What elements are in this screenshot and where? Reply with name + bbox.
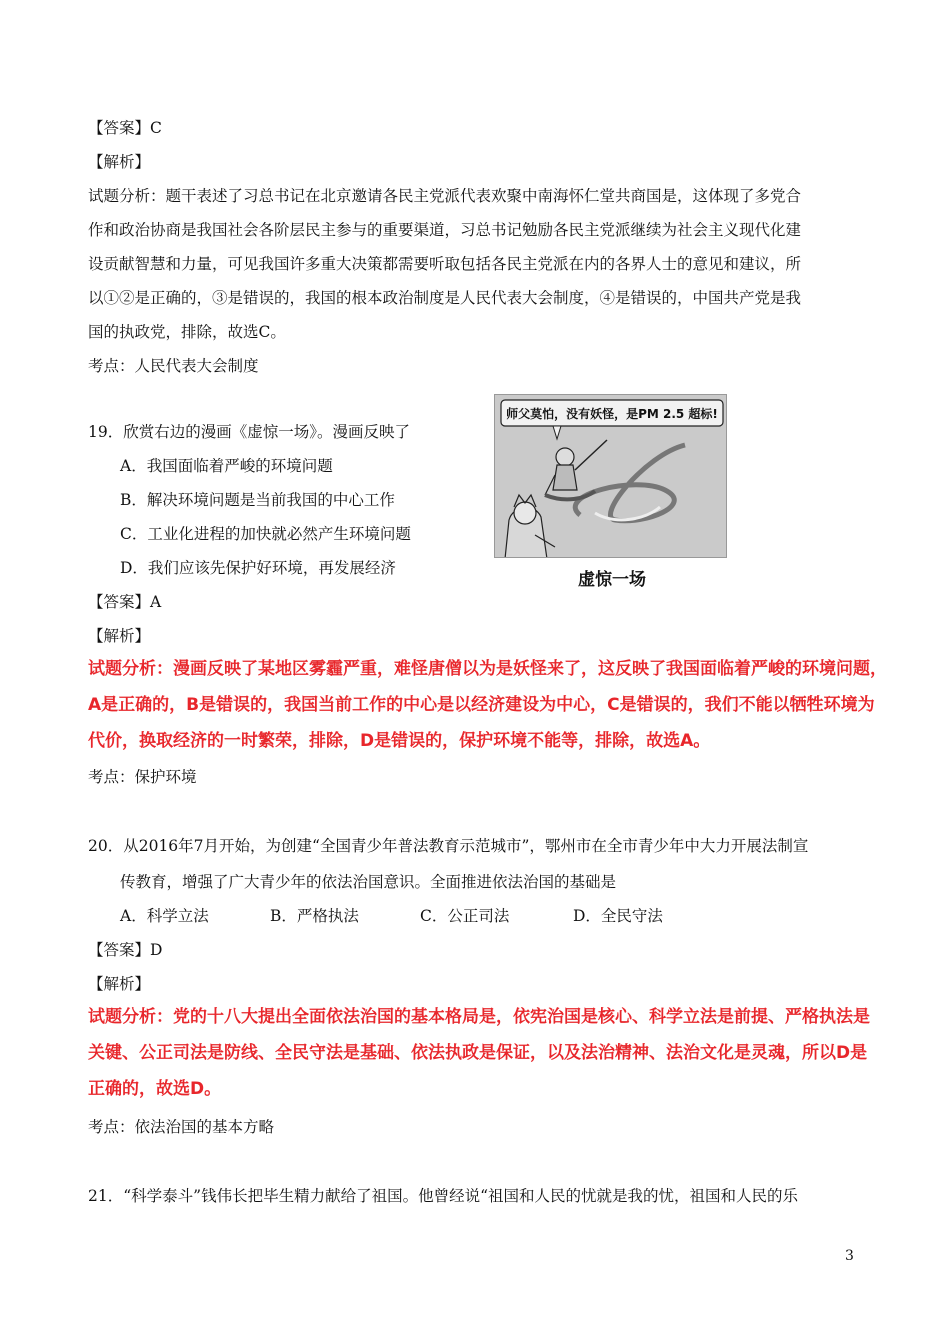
q20-analysis-line: 试题分析：党的十八大提出全面依法治国的基本格局是，依宪治国是核心、科学立法是前提、严格执法是 [88, 1007, 870, 1027]
q21-stem: 21．“科学泰斗”钱伟长把毕生精力献给了祖国。他曾经说“祖国和人民的忧就是我的忧，祖国和人民的乐 [88, 1187, 798, 1205]
q18-analysis-line: 作和政治协商是我国社会各阶层民主参与的重要渠道，习总书记勉励各民主党派继续为社会主义现代化建 [88, 221, 802, 239]
q18-analysis-line: 设贡献智慧和力量，可见我国许多重大决策都需要听取包括各民主党派在内的各界人士的意见和建议，所 [88, 255, 802, 273]
q20-stem-line: 20．从2016年7月开始，为创建“全国青少年普法教育示范城市”，鄂州市在全市青少年中大力开展法制宣 [88, 837, 809, 855]
page-number: 3 [845, 1248, 854, 1264]
q20-option-c: C．公正司法 [420, 907, 510, 925]
q19-answer: 【答案】A [88, 593, 162, 611]
q19-analysis-line: 代价，换取经济的一时繁荣，排除，D是错误的，保护环境不能等，排除，故选A。 [88, 731, 711, 751]
q19-analysis-line: A是正确的，B是错误的，我国当前工作的中心是以经济建设为中心，C是错误的，我们不能以牺牲环境为 [88, 695, 875, 715]
q19-stem: 19．欣赏右边的漫画《虚惊一场》。漫画反映了 [88, 423, 410, 441]
q18-answer: 【答案】C [88, 119, 162, 137]
q18-analysis-line: 以①②是正确的，③是错误的，我国的根本政治制度是人民代表大会制度，④是错误的，中国共产党是我 [88, 289, 802, 307]
q19-kaodian: 考点：保护环境 [88, 768, 197, 786]
q20-stem-line: 传教育，增强了广大青少年的依法治国意识。全面推进依法治国的基础是 [120, 873, 617, 891]
q18-analysis-label: 【解析】 [88, 153, 151, 171]
q20-analysis-line: 正确的，故选D。 [88, 1079, 222, 1099]
comic-caption: 虚惊一场 [578, 570, 646, 590]
q18-kaodian: 考点：人民代表大会制度 [88, 357, 259, 375]
comic-image [494, 394, 727, 558]
q20-analysis-label: 【解析】 [88, 975, 151, 993]
comic-bubble-text: 师父莫怕，没有妖怪，是PM 2.5 超标! [506, 407, 718, 421]
q20-option-b: B．严格执法 [270, 907, 359, 925]
q18-analysis-line: 试题分析：题干表述了习总书记在北京邀请各民主党派代表欢聚中南海怀仁堂共商国是，这体现了多党合 [88, 187, 802, 205]
q19-analysis-line: 试题分析：漫画反映了某地区雾霾严重，难怪唐僧以为是妖怪来了，这反映了我国面临着严峻的环境问题， [88, 659, 887, 679]
q19-option-d: D．我们应该先保护好环境，再发展经济 [120, 559, 396, 577]
q19-option-a: A．我国面临着严峻的环境问题 [120, 457, 333, 475]
q20-option-d: D．全民守法 [573, 907, 663, 925]
q19-option-b: B．解决环境问题是当前我国的中心工作 [120, 491, 395, 509]
q19-option-c: C．工业化进程的加快就必然产生环境问题 [120, 525, 411, 543]
q20-option-a: A．科学立法 [120, 907, 209, 925]
q19-analysis-label: 【解析】 [88, 627, 151, 645]
q18-analysis-line: 国的执政党，排除，故选C。 [88, 323, 286, 341]
q20-answer: 【答案】D [88, 941, 163, 959]
q20-kaodian: 考点：依法治国的基本方略 [88, 1118, 275, 1136]
q20-analysis-line: 关键、公正司法是防线、全民守法是基础、依法执政是保证，以及法治精神、法治文化是灵魂，所以D是 [88, 1043, 868, 1063]
